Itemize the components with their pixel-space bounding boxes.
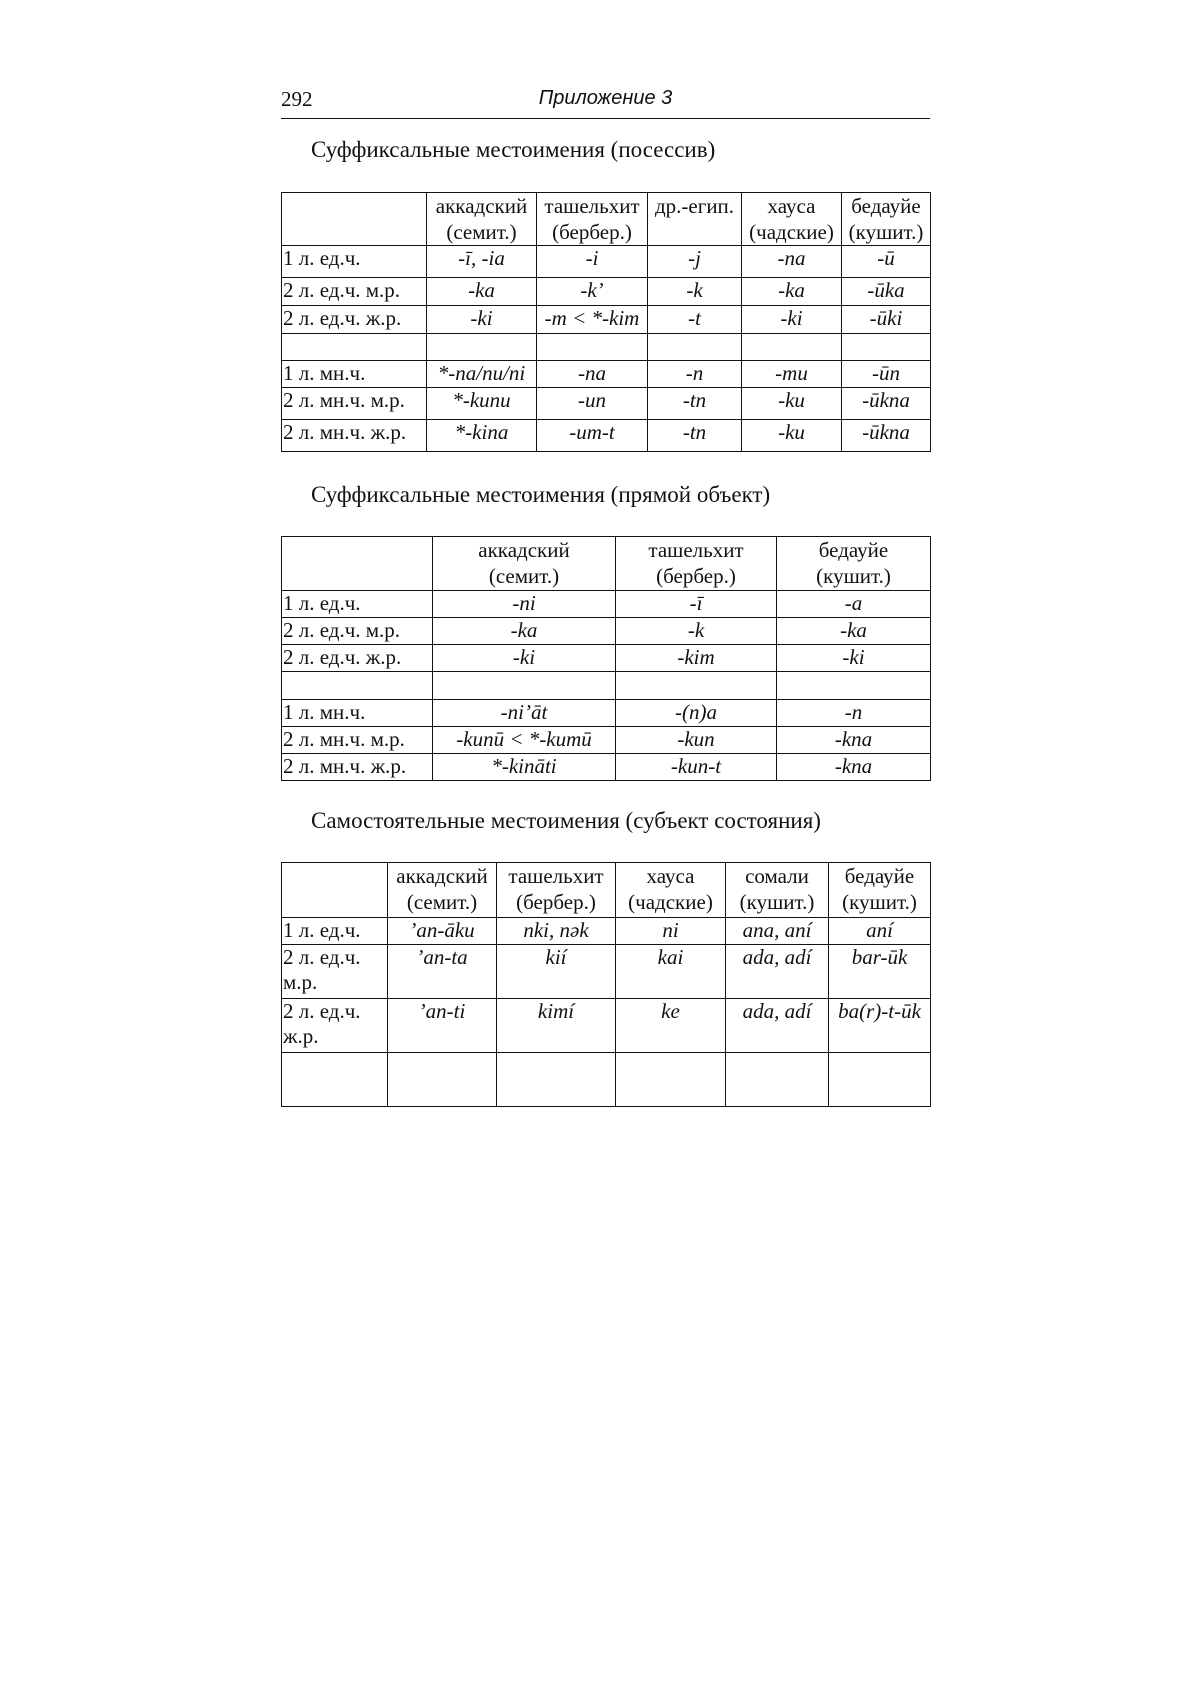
table-cell: -kun (616, 727, 777, 754)
table-direct-object (281, 536, 931, 781)
table-cell (388, 1053, 497, 1107)
table-cell: ada, adí (726, 999, 829, 1053)
table-cell (433, 672, 616, 700)
header-row (282, 537, 931, 591)
table-cell (726, 1053, 829, 1107)
row-label: 2 л. ед.ч. м.р. (282, 278, 427, 306)
table-row (282, 420, 931, 452)
table-row (282, 754, 931, 781)
table-cell: *-na/nu/ni (427, 361, 537, 388)
column-header: сомали (кушит.) (726, 863, 829, 918)
table-cell: -um-t (537, 420, 648, 452)
table-cell: -n (648, 361, 742, 388)
table-cell: -ūka (842, 278, 931, 306)
row-label: 1 л. ед.ч. (282, 591, 433, 618)
table-row (282, 388, 931, 420)
table-cell: -a (777, 591, 931, 618)
row-label: 1 л. ед.ч. (282, 918, 388, 945)
table-cell (537, 334, 648, 361)
table-cell: bar-ūk (829, 945, 931, 999)
corner-cell (282, 863, 388, 918)
column-header: аккадский (семит.) (433, 537, 616, 591)
table-cell: -ni’āt (433, 700, 616, 727)
table-cell: -ka (742, 278, 842, 306)
table-cell (742, 334, 842, 361)
table-cell: -ūki (842, 306, 931, 334)
table-cell: -k (616, 618, 777, 645)
table-cell: -kun-t (616, 754, 777, 781)
table-cell: -i (537, 246, 648, 278)
row-label: 1 л. мн.ч. (282, 361, 427, 388)
table-row (282, 591, 931, 618)
row-label: 2 л. ед.ч. м.р. (282, 618, 433, 645)
table-cell: -na (742, 246, 842, 278)
table-row (282, 999, 931, 1053)
row-label (282, 334, 427, 361)
table-row (282, 618, 931, 645)
table-cell: nki, nək (497, 918, 616, 945)
table-cell (777, 672, 931, 700)
table-cell: ni (616, 918, 726, 945)
table-cell: ke (616, 999, 726, 1053)
table-cell: kií (497, 945, 616, 999)
table-cell: -ki (777, 645, 931, 672)
table-cell (616, 1053, 726, 1107)
table-row (282, 246, 931, 278)
table-cell: ada, adí (726, 945, 829, 999)
row-label (282, 1053, 388, 1107)
row-label: 2 л. мн.ч. м.р. (282, 727, 433, 754)
table-cell: ’an-ti (388, 999, 497, 1053)
header-row (282, 193, 931, 246)
table-cell: -ku (742, 388, 842, 420)
table-2-caption: Суффиксальные местоимения (прямой объект) (311, 482, 771, 507)
row-label: 2 л. ед.ч. ж.р. (282, 999, 388, 1053)
column-header: бедауйе (кушит.) (777, 537, 931, 591)
table-row-empty (282, 1053, 931, 1107)
corner-cell (282, 537, 433, 591)
table-cell: -ī (616, 591, 777, 618)
table-cell: -j (648, 246, 742, 278)
column-header: бедауйе (кушит.) (829, 863, 931, 918)
table-cell (648, 334, 742, 361)
table-cell: -ūkna (842, 420, 931, 452)
page-number: 292 (281, 87, 313, 111)
table-cell: *-kunu (427, 388, 537, 420)
row-label: 2 л. ед.ч. ж.р. (282, 645, 433, 672)
table-cell: -ku (742, 420, 842, 452)
table-row (282, 918, 931, 945)
column-header: др.-егип. (648, 193, 742, 246)
column-header: аккадский (семит.) (427, 193, 537, 246)
table-row (282, 361, 931, 388)
column-header: ташельхит (бербер.) (537, 193, 648, 246)
table-cell: -t (648, 306, 742, 334)
table-row (282, 645, 931, 672)
table-cell: ba(r)-t-ūk (829, 999, 931, 1053)
row-label: 1 л. мн.ч. (282, 700, 433, 727)
column-header: ташельхит (бербер.) (616, 537, 777, 591)
table-cell: -n (777, 700, 931, 727)
column-header: хауса (чадские) (742, 193, 842, 246)
table-cell: -na (537, 361, 648, 388)
table-cell: -k (648, 278, 742, 306)
table-cell: -ka (433, 618, 616, 645)
table-cell: -(n)a (616, 700, 777, 727)
table-row (282, 727, 931, 754)
table-cell: -ki (742, 306, 842, 334)
row-label: 2 л. ед.ч. м.р. (282, 945, 388, 999)
column-header: аккадский (семит.) (388, 863, 497, 918)
row-label: 2 л. мн.ч. ж.р. (282, 420, 427, 452)
table-cell: -mu (742, 361, 842, 388)
table-cell: -kna (777, 754, 931, 781)
row-label: 2 л. мн.ч. ж.р. (282, 754, 433, 781)
table-possessive (281, 192, 931, 452)
page-header (281, 84, 930, 119)
table-cell: -k’ (537, 278, 648, 306)
table-cell: -m < *-kim (537, 306, 648, 334)
row-label: 2 л. ед.ч. ж.р. (282, 306, 427, 334)
row-label: 1 л. ед.ч. (282, 246, 427, 278)
table-3-caption: Самостоятельные местоимения (субъект состояния) (311, 808, 821, 833)
table-cell: kimí (497, 999, 616, 1053)
table-cell: -ū (842, 246, 931, 278)
table-cell: -tn (648, 388, 742, 420)
table-cell: ana, aní (726, 918, 829, 945)
table-cell (427, 334, 537, 361)
table-cell: *-kināti (433, 754, 616, 781)
table-cell: kai (616, 945, 726, 999)
table-cell: -ni (433, 591, 616, 618)
table-cell: aní (829, 918, 931, 945)
table-cell: -ki (433, 645, 616, 672)
table-cell (842, 334, 931, 361)
table-cell (497, 1053, 616, 1107)
column-header: хауса (чадские) (616, 863, 726, 918)
table-independent-pronouns (281, 862, 931, 1107)
table-cell: -kunū < *-kumū (433, 727, 616, 754)
table-1-caption: Суффиксальные местоимения (посессив) (311, 137, 716, 162)
table-row (282, 278, 931, 306)
table-cell (616, 672, 777, 700)
table-cell (829, 1053, 931, 1107)
corner-cell (282, 193, 427, 246)
table-cell: -kim (616, 645, 777, 672)
table-row (282, 700, 931, 727)
table-cell: *-kina (427, 420, 537, 452)
running-title: Приложение 3 (538, 87, 673, 109)
table-cell: -kna (777, 727, 931, 754)
table-cell: -ka (777, 618, 931, 645)
table-cell: -un (537, 388, 648, 420)
table-cell: -ūkna (842, 388, 931, 420)
table-cell: -ka (427, 278, 537, 306)
table-row-empty (282, 672, 931, 700)
table-cell: -ki (427, 306, 537, 334)
table-cell: -ī, -ia (427, 246, 537, 278)
row-label: 2 л. мн.ч. м.р. (282, 388, 427, 420)
column-header: ташельхит (бербер.) (497, 863, 616, 918)
table-row (282, 306, 931, 334)
table-cell: ’an-ta (388, 945, 497, 999)
row-label (282, 672, 433, 700)
table-cell: ’an-āku (388, 918, 497, 945)
table-row-empty (282, 334, 931, 361)
column-header: бедауйе (кушит.) (842, 193, 931, 246)
table-cell: -ūn (842, 361, 931, 388)
table-cell: -tn (648, 420, 742, 452)
table-row (282, 945, 931, 999)
header-row (282, 863, 931, 918)
